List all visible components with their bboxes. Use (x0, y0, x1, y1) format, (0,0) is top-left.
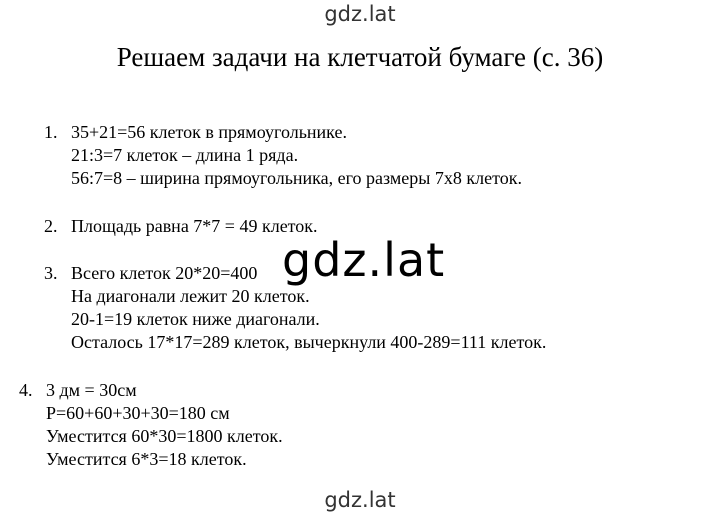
watermark-bottom: gdz.lat (324, 488, 396, 512)
item-line: 35+21=56 клеток в прямоугольнике. (71, 122, 347, 142)
item-line: Уместится 60*30=1800 клеток. (46, 426, 283, 446)
item-line: 20-1=19 клеток ниже диагонали. (71, 309, 320, 329)
item-line: Площадь равна 7*7 = 49 клеток. (71, 216, 318, 236)
item-line: Уместится 6*3=18 клеток. (46, 449, 247, 469)
item-line: Осталось 17*17=289 клеток, вычеркнули 400-289=111 клеток. (71, 332, 547, 352)
item-number: 1. (44, 122, 58, 142)
item-line: 56:7=8 – ширина прямоугольника, его размеры 7x8 клеток. (71, 168, 522, 188)
item-number: 3. (44, 263, 58, 283)
item-line: Всего клеток 20*20=400 (71, 263, 258, 283)
page-title: Решаем задачи на клетчатой бумаге (с. 36) (116, 42, 604, 72)
item-line: 21:3=7 клеток – длина 1 ряда. (71, 145, 299, 165)
watermark-top: gdz.lat (324, 2, 396, 26)
item-number: 4. (19, 380, 33, 400)
item-line: Р=60+60+30+30=180 см (46, 403, 230, 423)
watermark-center: gdz.lat (282, 233, 446, 287)
item-line: 3 дм = 30см (46, 380, 137, 400)
item-number: 2. (44, 216, 58, 236)
item-line: На диагонали лежит 20 клеток. (71, 286, 310, 306)
